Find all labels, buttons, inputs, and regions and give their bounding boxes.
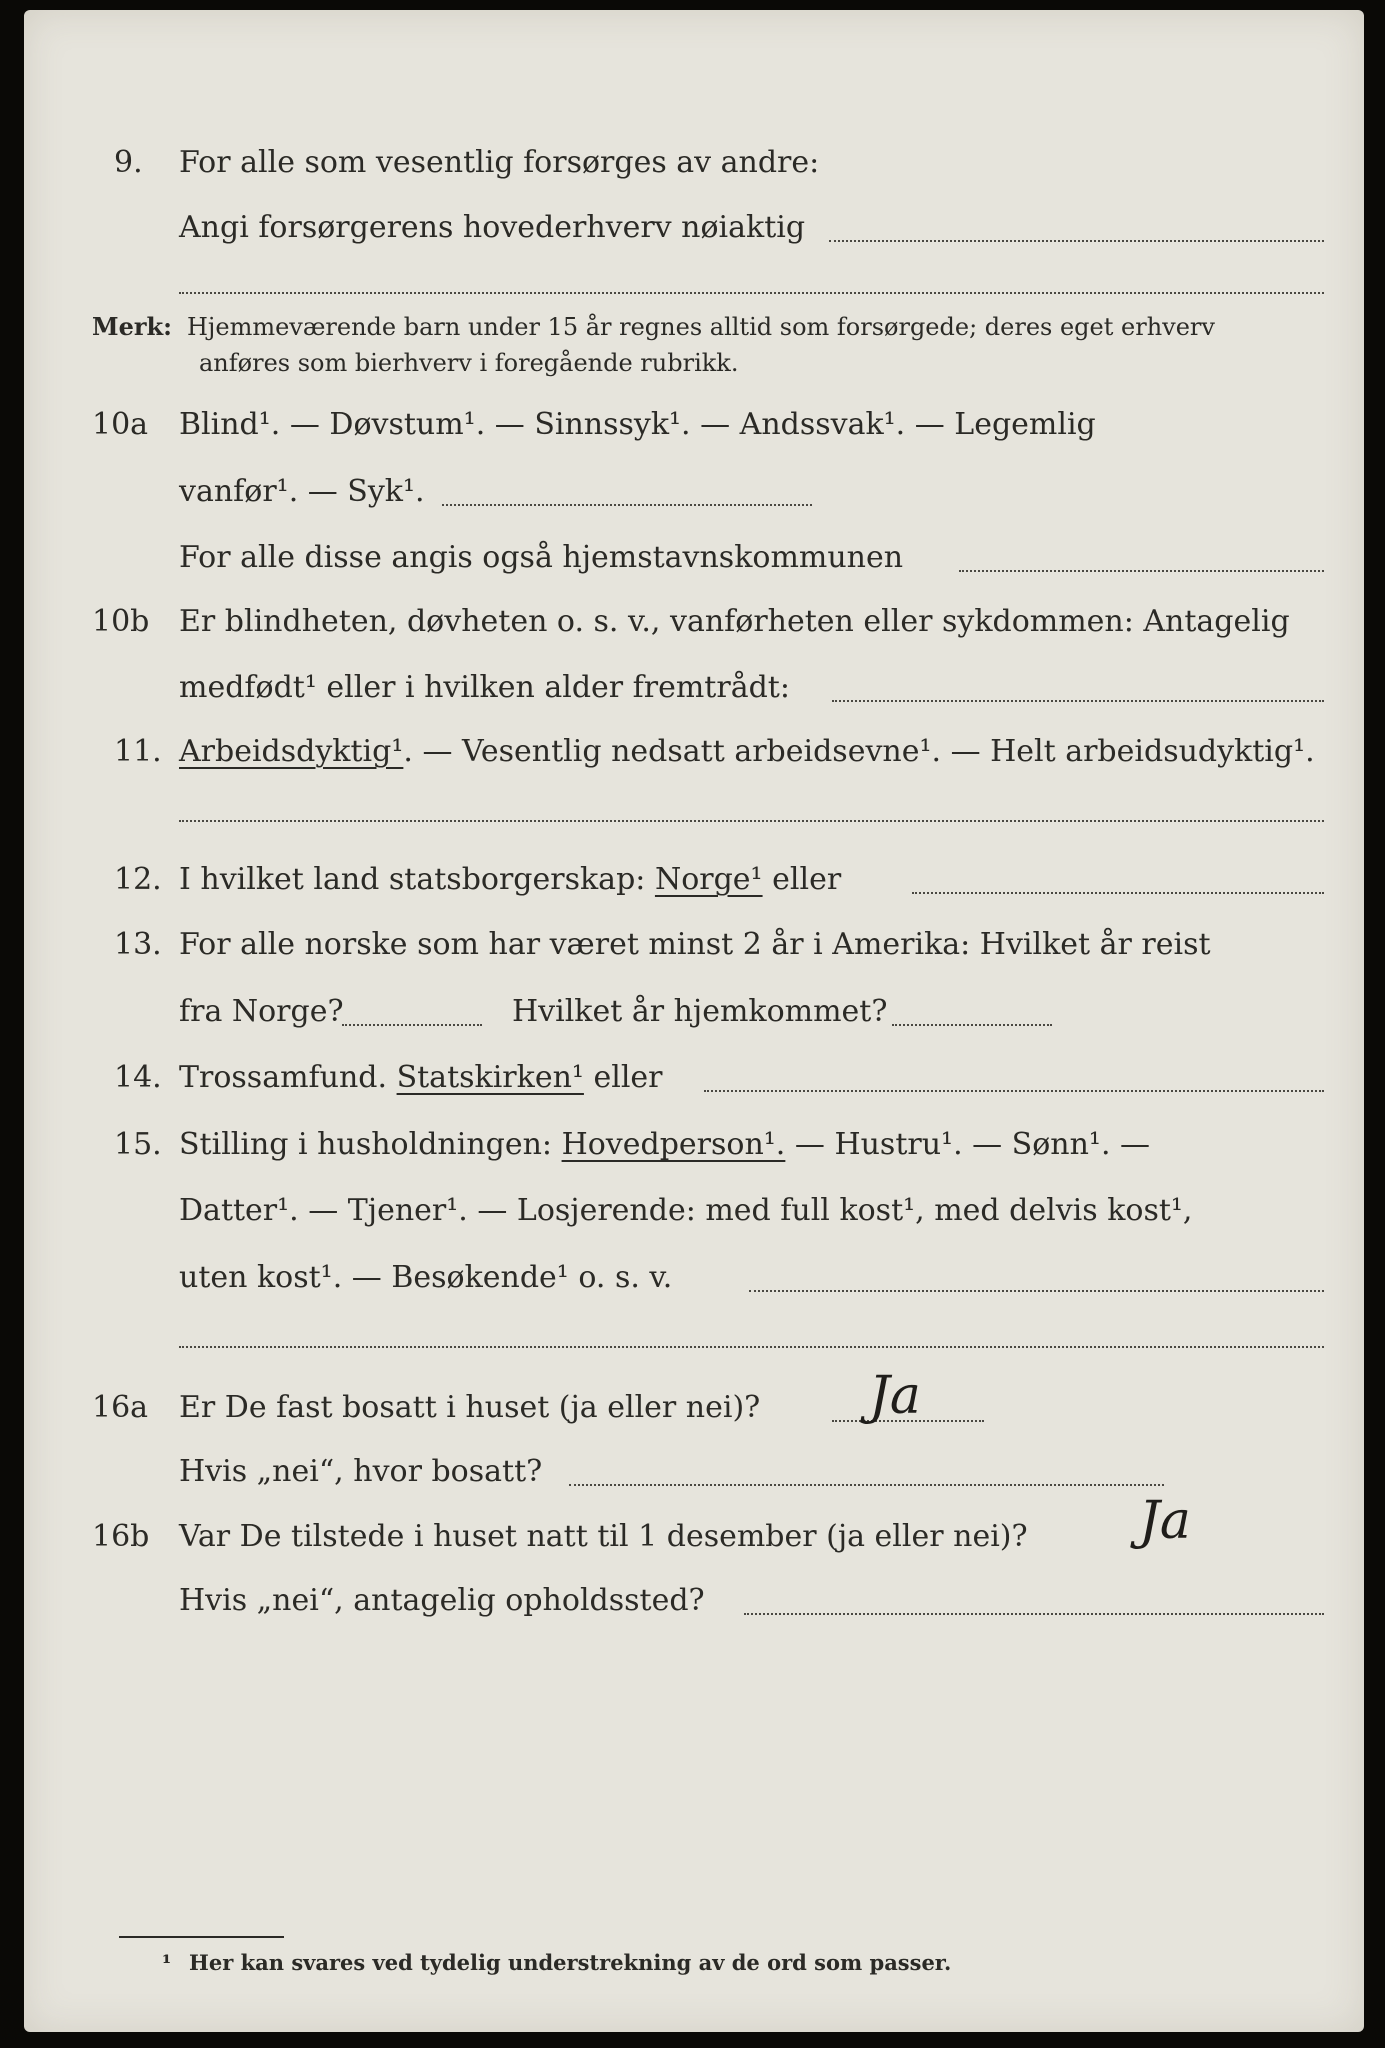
footnote-rule: [119, 1936, 284, 1938]
q10a-hjemstavn: For alle disse angis også hjemstavnskommunen: [179, 540, 904, 575]
q13-hjemkommet-label: Hvilket år hjemkommet?: [512, 994, 888, 1029]
merk-label: Merk:: [92, 312, 172, 341]
q16b-handwritten-answer: Ja: [1139, 1491, 1191, 1551]
q14-row: [24, 1058, 1364, 1098]
q15-underlined-option[interactable]: Hovedperson¹.: [561, 1127, 786, 1162]
q14-underlined-option[interactable]: Statskirken¹: [396, 1060, 584, 1095]
q10a-row-1: [24, 405, 1364, 445]
q15-row-3: [24, 1258, 1364, 1298]
q12-eller: eller: [772, 862, 842, 897]
q11-number: 11.: [114, 734, 162, 769]
q16a-number: 16a: [92, 1390, 149, 1425]
q16a-question: Er De fast bosatt i huset (ja eller nei)?: [179, 1390, 761, 1425]
q10b-row-1: [24, 602, 1364, 642]
q11-text: [179, 732, 1315, 772]
q14-number: 14.: [114, 1060, 162, 1095]
q11-answer-line[interactable]: [179, 820, 1324, 822]
q10a-options-2: vanfør¹. — Syk¹.: [179, 474, 425, 509]
q14-eller: eller: [593, 1060, 663, 1095]
q12-answer-line[interactable]: [912, 892, 1324, 894]
q10a-options: Blind¹. — Døvstum¹. — Sinnssyk¹. — Andssvak¹. — Legemlig: [179, 407, 1096, 442]
q10b-sub-question: medfødt¹ eller i hvilken alder fremtrådt:: [179, 670, 790, 705]
q9-sub-question: Angi forsørgerens hovederhverv nøiaktig: [179, 210, 806, 245]
q13-row-1: [24, 925, 1364, 965]
q10a-row-3: [24, 538, 1364, 578]
q12-text: [179, 860, 841, 900]
q15-text: [179, 1125, 1150, 1165]
q15-options-2: Datter¹. — Tjener¹. — Losjerende: med full kost¹, med delvis kost¹,: [179, 1193, 1193, 1228]
q16a-handwritten-answer: Ja: [869, 1366, 921, 1426]
q13-question: For alle norske som har været minst 2 år i Amerika: Hvilket år reist: [179, 927, 1211, 962]
footnote-mark: ¹: [162, 1950, 172, 1975]
q10b-row-2: [24, 668, 1364, 708]
q16b-question: Var De tilstede i huset natt til 1 desember (ja eller nei)?: [179, 1519, 1028, 1554]
footnote: [24, 1948, 1364, 1978]
q10a-answer-line[interactable]: [442, 504, 812, 506]
q15-answer-line[interactable]: [749, 1290, 1324, 1292]
q10a-hjemstavn-line[interactable]: [959, 570, 1324, 572]
q15-row-2: [24, 1191, 1364, 1231]
q10b-question: Er blindheten, døvheten o. s. v., vanførheten eller sykdommen: Antagelig: [179, 604, 1290, 639]
q15-question: Stilling i husholdningen:: [179, 1127, 553, 1162]
q12-underlined-option[interactable]: Norge¹: [654, 862, 763, 897]
q14-label: Trossamfund.: [179, 1060, 388, 1095]
q9-row-2: [24, 208, 1364, 248]
q15-number: 15.: [114, 1127, 162, 1162]
q10a-row-2: [24, 472, 1364, 512]
q11-row: [24, 732, 1364, 772]
q15-options-3: uten kost¹. — Besøkende¹ o. s. v.: [179, 1260, 673, 1295]
q14-text: [179, 1058, 663, 1098]
q10b-answer-line[interactable]: [832, 700, 1324, 702]
q11-rest: . — Vesentlig nedsatt arbeidsevne¹. — Helt arbeidsudyktig¹.: [403, 734, 1315, 769]
q9-extra-answer-line[interactable]: [179, 292, 1324, 294]
q16a-row-1: [24, 1366, 1364, 1428]
q16b-row-2: [24, 1581, 1364, 1621]
q10b-number: 10b: [92, 604, 150, 639]
q16b-sub-question: Hvis „nei“, antagelig opholdssted?: [179, 1583, 705, 1618]
q13-number: 13.: [114, 927, 162, 962]
census-form-page: [24, 10, 1364, 2032]
footnote-text: Her kan svares ved tydelig understrekning av de ord som passer.: [189, 1950, 952, 1975]
q10a-number: 10a: [92, 407, 149, 442]
q16b-number: 16b: [92, 1519, 150, 1554]
merk-note: [24, 310, 1364, 390]
q16a-sub-question: Hvis „nei“, hvor bosatt?: [179, 1454, 543, 1489]
q14-answer-line[interactable]: [704, 1090, 1324, 1092]
q13-reist-line[interactable]: [342, 1024, 482, 1026]
q13-reist-label: fra Norge?: [179, 994, 344, 1029]
q13-row-2: [24, 992, 1364, 1032]
q15-extra-answer-line[interactable]: [179, 1346, 1324, 1348]
q15-row-1: [24, 1125, 1364, 1165]
q9-row-1: [24, 143, 1364, 183]
q12-row: [24, 860, 1364, 900]
merk-text-2: anføres som bierhverv i foregående rubrikk.: [199, 349, 739, 377]
merk-text-1: Hjemmeværende barn under 15 år regnes alltid som forsørgede; deres eget erhverv: [187, 313, 1215, 341]
q16b-row-1: [24, 1491, 1364, 1557]
q15-options: — Hustru¹. — Sønn¹. —: [794, 1127, 1151, 1162]
q9-question: For alle som vesentlig forsørges av andre:: [179, 145, 820, 180]
q13-hjemkommet-line[interactable]: [892, 1024, 1052, 1026]
q12-question: I hvilket land statsborgerskap:: [179, 862, 646, 897]
q16a-bosatt-line[interactable]: [569, 1484, 1164, 1486]
q9-answer-line[interactable]: [829, 240, 1324, 242]
q16b-opholdssted-line[interactable]: [744, 1613, 1324, 1615]
q9-number: 9.: [114, 145, 143, 180]
q16a-row-2: [24, 1452, 1364, 1492]
q12-number: 12.: [114, 862, 162, 897]
q11-underlined-option[interactable]: Arbeidsdyktig¹: [179, 734, 404, 769]
